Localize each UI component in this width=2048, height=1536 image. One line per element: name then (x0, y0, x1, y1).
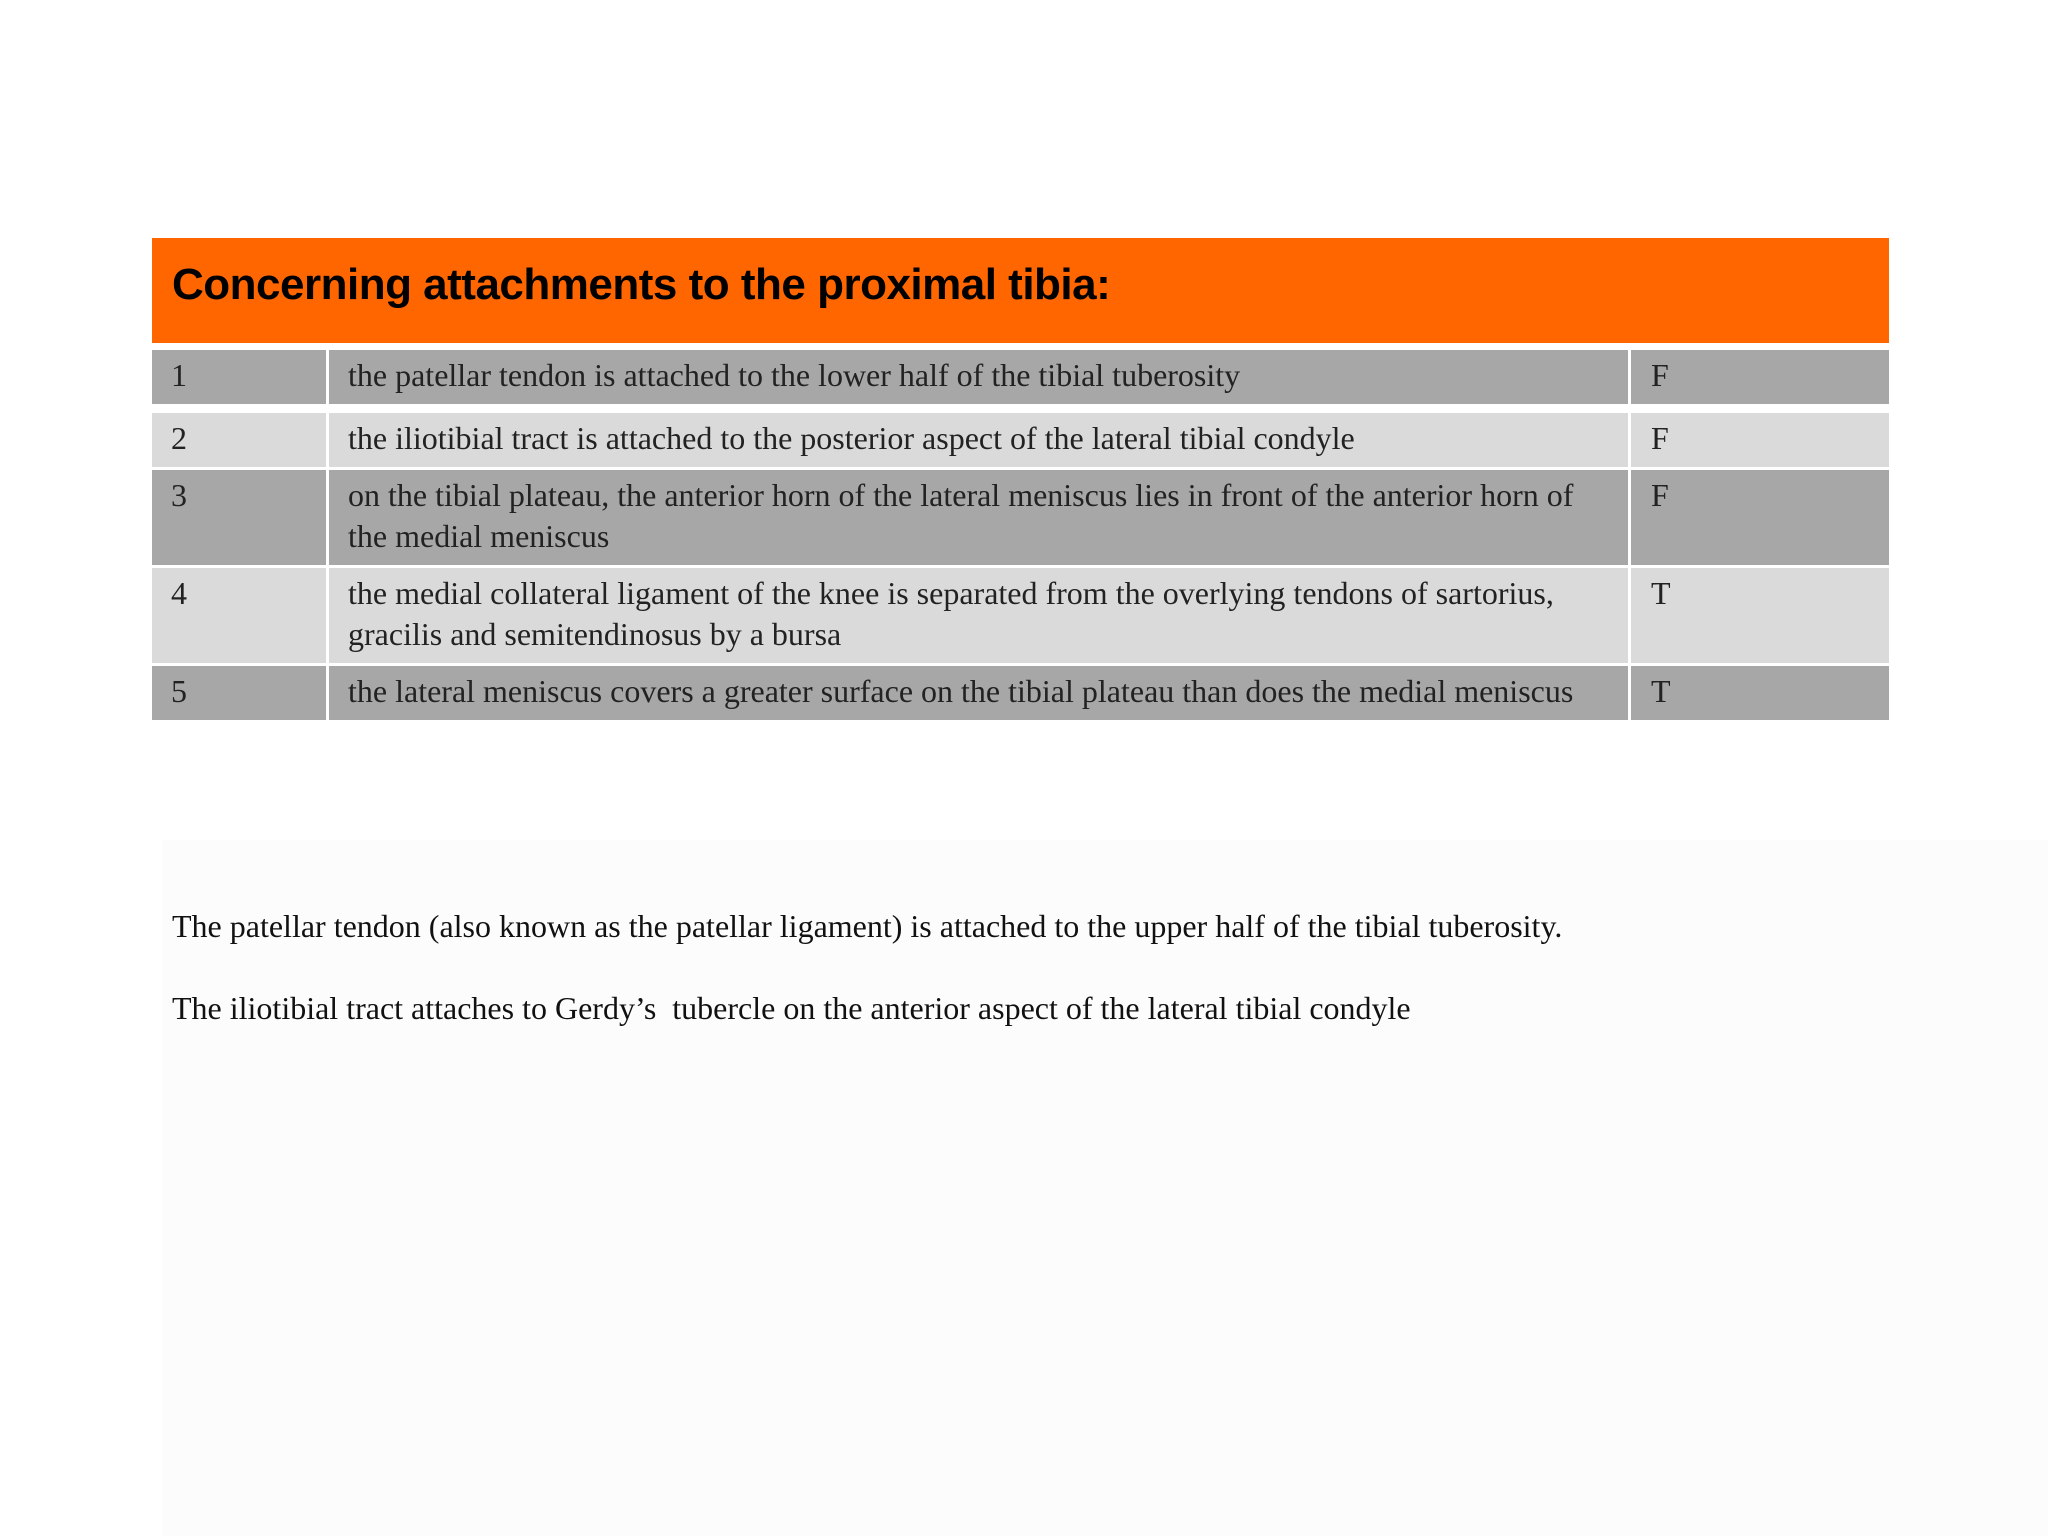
table-row (152, 565, 1889, 663)
statements-table (152, 350, 1889, 720)
question-title: Concerning attachments to the proximal tibia: (172, 259, 1111, 309)
table-row (152, 410, 1889, 467)
row-number: 2 (171, 420, 187, 456)
row-answer: F (1628, 413, 1889, 467)
row-answer: F (1628, 470, 1889, 565)
row-number: 1 (171, 357, 187, 393)
explanation-note: The iliotibial tract attaches to Gerdy’s tubercle on the anterior aspect of the lateral tibial condyle (172, 990, 1411, 1026)
row-statement: the iliotibial tract is attached to the posterior aspect of the lateral tibial condyle (326, 413, 1628, 467)
explanation-note: The patellar tendon (also known as the patellar ligament) is attached to the upper half of the tibial tuberosity. (172, 908, 1563, 944)
explanation-notes (172, 906, 1972, 1070)
row-number: 3 (171, 477, 187, 513)
row-statement: the lateral meniscus covers a greater surface on the tibial plateau than does the medial meniscus (326, 666, 1628, 720)
question-slide (152, 238, 1889, 720)
row-answer: T (1628, 666, 1889, 720)
row-number: 4 (171, 575, 187, 611)
row-answer: T (1628, 568, 1889, 663)
table-row (152, 467, 1889, 565)
table-row (152, 350, 1889, 404)
row-answer: F (1628, 350, 1889, 404)
question-header (152, 238, 1889, 343)
row-statement: the patellar tendon is attached to the lower half of the tibial tuberosity (326, 350, 1628, 404)
row-number: 5 (171, 673, 187, 709)
table-row (152, 663, 1889, 720)
row-statement: the medial collateral ligament of the knee is separated from the overlying tendons of sartorius, gracilis and semitendinosus by a bursa (326, 568, 1628, 663)
row-statement: on the tibial plateau, the anterior horn of the lateral meniscus lies in front of the anterior horn of the medial meniscus (326, 470, 1628, 565)
